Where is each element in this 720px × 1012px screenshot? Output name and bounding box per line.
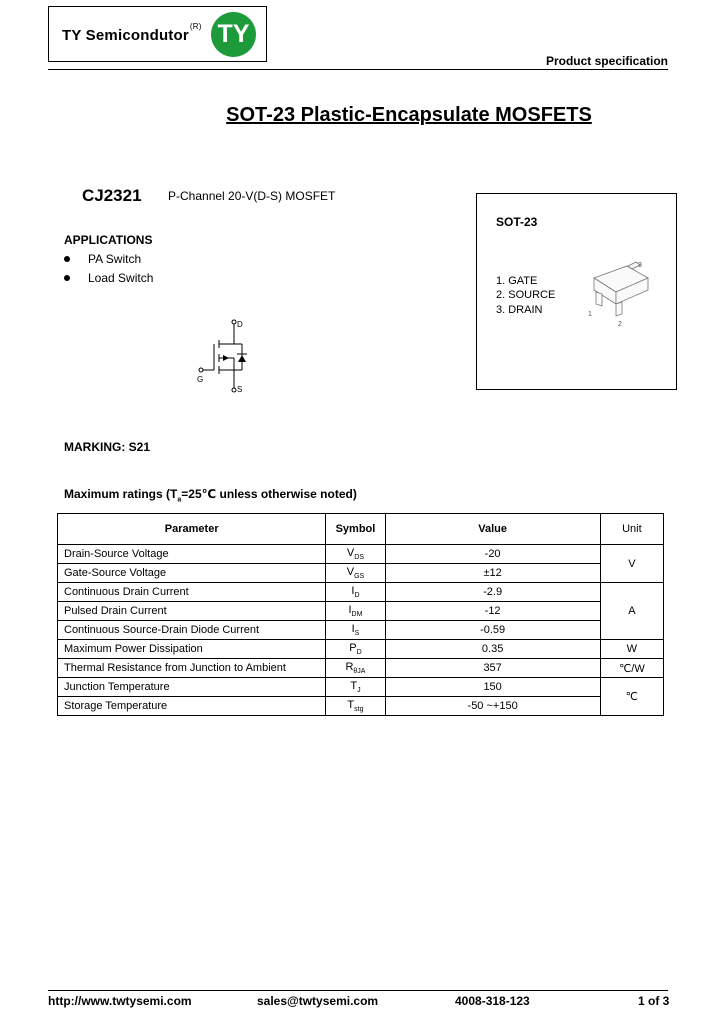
table-row: Continuous Drain Current $I_D$ -2.9 A (58, 583, 664, 602)
applications-title: APPLICATIONS (64, 233, 153, 247)
table-row: Maximum Power Dissipation $P_D$ 0.35 W (58, 640, 664, 659)
part-number: CJ2321 (82, 186, 142, 205)
table-row: Pulsed Drain Current $I_{DM}$ -12 (58, 602, 664, 621)
sot23-package-icon (582, 256, 662, 332)
table-header-row (58, 514, 664, 545)
table-row: Junction Temperature $T_J$ 150 ℃ (58, 678, 664, 697)
table-row: Storage Temperature $T_{stg}$ -50 ~+150 (58, 697, 664, 716)
unit-cell: V (600, 545, 663, 583)
pin-number: 2 (618, 321, 622, 328)
bullet-icon (64, 275, 70, 281)
registered-mark: (R) (189, 22, 202, 31)
source-label: S (237, 385, 243, 394)
footer-rule (48, 990, 668, 991)
bullet-icon (64, 256, 70, 262)
pin-label: 3. DRAIN (496, 304, 543, 316)
pin-number: 3 (638, 262, 642, 269)
application-item: PA Switch (64, 252, 141, 266)
gate-label: G (197, 375, 204, 384)
header-parameter: Parameter (58, 514, 326, 545)
application-item: Load Switch (64, 271, 153, 285)
ratings-table (57, 513, 664, 716)
unit-cell: ℃ (600, 678, 663, 716)
spec-label: Product specification (545, 54, 668, 68)
unit-cell: ℃/W (600, 659, 663, 678)
header-unit: Unit (600, 514, 663, 545)
footer-page: 1 of 3 (638, 994, 670, 1008)
marking-code: MARKING: S21 (64, 440, 151, 454)
part-description: P-Channel 20-V(D-S) MOSFET (168, 189, 336, 203)
ratings-title: Maximum ratings ($T_a=25℃$ unless otherwise noted) (64, 487, 357, 504)
unit-cell: A (600, 583, 663, 640)
header-rule (48, 69, 668, 70)
table-row: Continuous Source-Drain Diode Current $I_S$ -0.59 (58, 621, 664, 640)
brand-logo (211, 12, 256, 57)
package-name: SOT-23 (496, 215, 538, 229)
logo-letters: TY (217, 20, 250, 48)
drain-label: D (237, 320, 243, 329)
header-value: Value (385, 514, 600, 545)
brand-name (62, 22, 202, 44)
pin-number: 1 (588, 311, 592, 318)
table-row: Gate-Source Voltage $V_{GS}$ ±12 (58, 564, 664, 583)
unit-cell: W (600, 640, 663, 659)
table-row: Thermal Resistance from Junction to Ambient $R_{\theta JA}$ 357 ℃/W (58, 659, 664, 678)
page-title: SOT-23 Plastic-Encapsulate MOSFETS (226, 104, 592, 126)
table-row: Drain-Source Voltage $V_{DS}$ -20 V (58, 545, 664, 564)
footer-phone: 4008-318-123 (455, 994, 530, 1008)
header-symbol: Symbol (326, 514, 385, 545)
brand-text: TY Semicondutor (62, 27, 189, 44)
pin-label: 1. GATE (496, 275, 538, 287)
footer-website[interactable]: http://www.twtysemi.com (48, 994, 192, 1008)
footer-email[interactable]: sales@twtysemi.com (257, 994, 379, 1008)
pin-label: 2. SOURCE (496, 289, 556, 301)
mosfet-symbol-icon (190, 310, 260, 400)
